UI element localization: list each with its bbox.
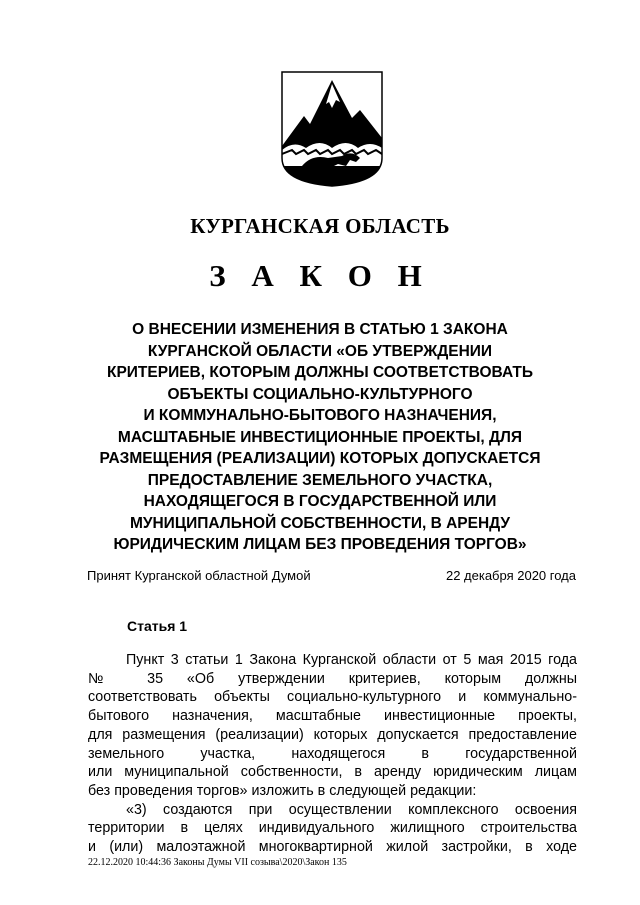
- body-line: земельного участка, находящегося в государственной: [88, 745, 577, 762]
- region-heading: КУРГАНСКАЯ ОБЛАСТЬ: [190, 214, 450, 238]
- title-line: ЮРИДИЧЕСКИМ ЛИЦАМ БЕЗ ПРОВЕДЕНИЯ ТОРГОВ»: [113, 536, 527, 553]
- document-type-heading: З А К О Н: [209, 258, 431, 293]
- title-line: РАЗМЕЩЕНИЯ (РЕАЛИЗАЦИИ) КОТОРЫХ ДОПУСКАЕТСЯ: [99, 450, 541, 467]
- title-line: МАСШТАБНЫЕ ИНВЕСТИЦИОННЫЕ ПРОЕКТЫ, ДЛЯ: [117, 428, 523, 446]
- law-title: [60, 319, 580, 556]
- body-line: соответствовать объекты социально-культурного и коммунально-: [88, 689, 577, 706]
- title-line: МУНИЦИПАЛЬНОЙ СОБСТВЕННОСТИ, В АРЕНДУ: [129, 514, 511, 532]
- body-line: «3) создаются при осуществлении комплексного освоения: [126, 801, 577, 818]
- body-line: и (или) малоэтажной многоквартирной жилой застройки, в ходе: [88, 839, 577, 856]
- body-line: Пункт 3 статьи 1 Закона Курганской области от 5 мая 2015 года: [126, 652, 577, 668]
- body-line: для размещения (реализации) которых допускается предоставление: [88, 726, 577, 743]
- title-line: НАХОДЯЩЕГОСЯ В ГОСУДАРСТВЕННОЙ ИЛИ: [143, 493, 497, 510]
- title-line: О ВНЕСЕНИИ ИЗМЕНЕНИЯ В СТАТЬЮ 1 ЗАКОНА: [132, 321, 508, 338]
- title-line: КРИТЕРИЕВ, КОТОРЫМ ДОЛЖНЫ СООТВЕТСТВОВАТЬ: [106, 364, 533, 381]
- body-line: без проведения торгов» изложить в следующей редакции:: [88, 782, 477, 799]
- footer-stamp: 22.12.2020 10:44:36 Законы Думы VII созыва\2020\Закон 135: [88, 857, 347, 868]
- article-heading: Статья 1: [127, 618, 188, 634]
- body-line: территории в целях индивидуального жилищного строительства: [88, 820, 577, 837]
- adopted-by: Принят Курганской областной Думой: [87, 568, 311, 583]
- body-line: бытового назначения, масштабные инвестиционные проекты,: [88, 708, 577, 725]
- title-line: ПРЕДОСТАВЛЕНИЕ ЗЕМЕЛЬНОГО УЧАСТКА,: [147, 471, 493, 489]
- adoption-date: 22 декабря 2020 года: [445, 568, 576, 583]
- body-line: № 35 «Об утверждении критериев, которым должны: [88, 670, 577, 687]
- title-line: КУРГАНСКОЙ ОБЛАСТИ «ОБ УТВЕРЖДЕНИИ: [147, 342, 493, 360]
- title-line: И КОММУНАЛЬНО-БЫТОВОГО НАЗНАЧЕНИЯ,: [143, 407, 497, 424]
- title-line: ОБЪЕКТЫ СОЦИАЛЬНО-КУЛЬТУРНОГО: [167, 385, 473, 403]
- coat-of-arms-icon: [280, 70, 384, 188]
- article-body: [88, 651, 577, 857]
- body-line: или муниципальной собственности, в аренду юридическим лицам: [88, 764, 577, 781]
